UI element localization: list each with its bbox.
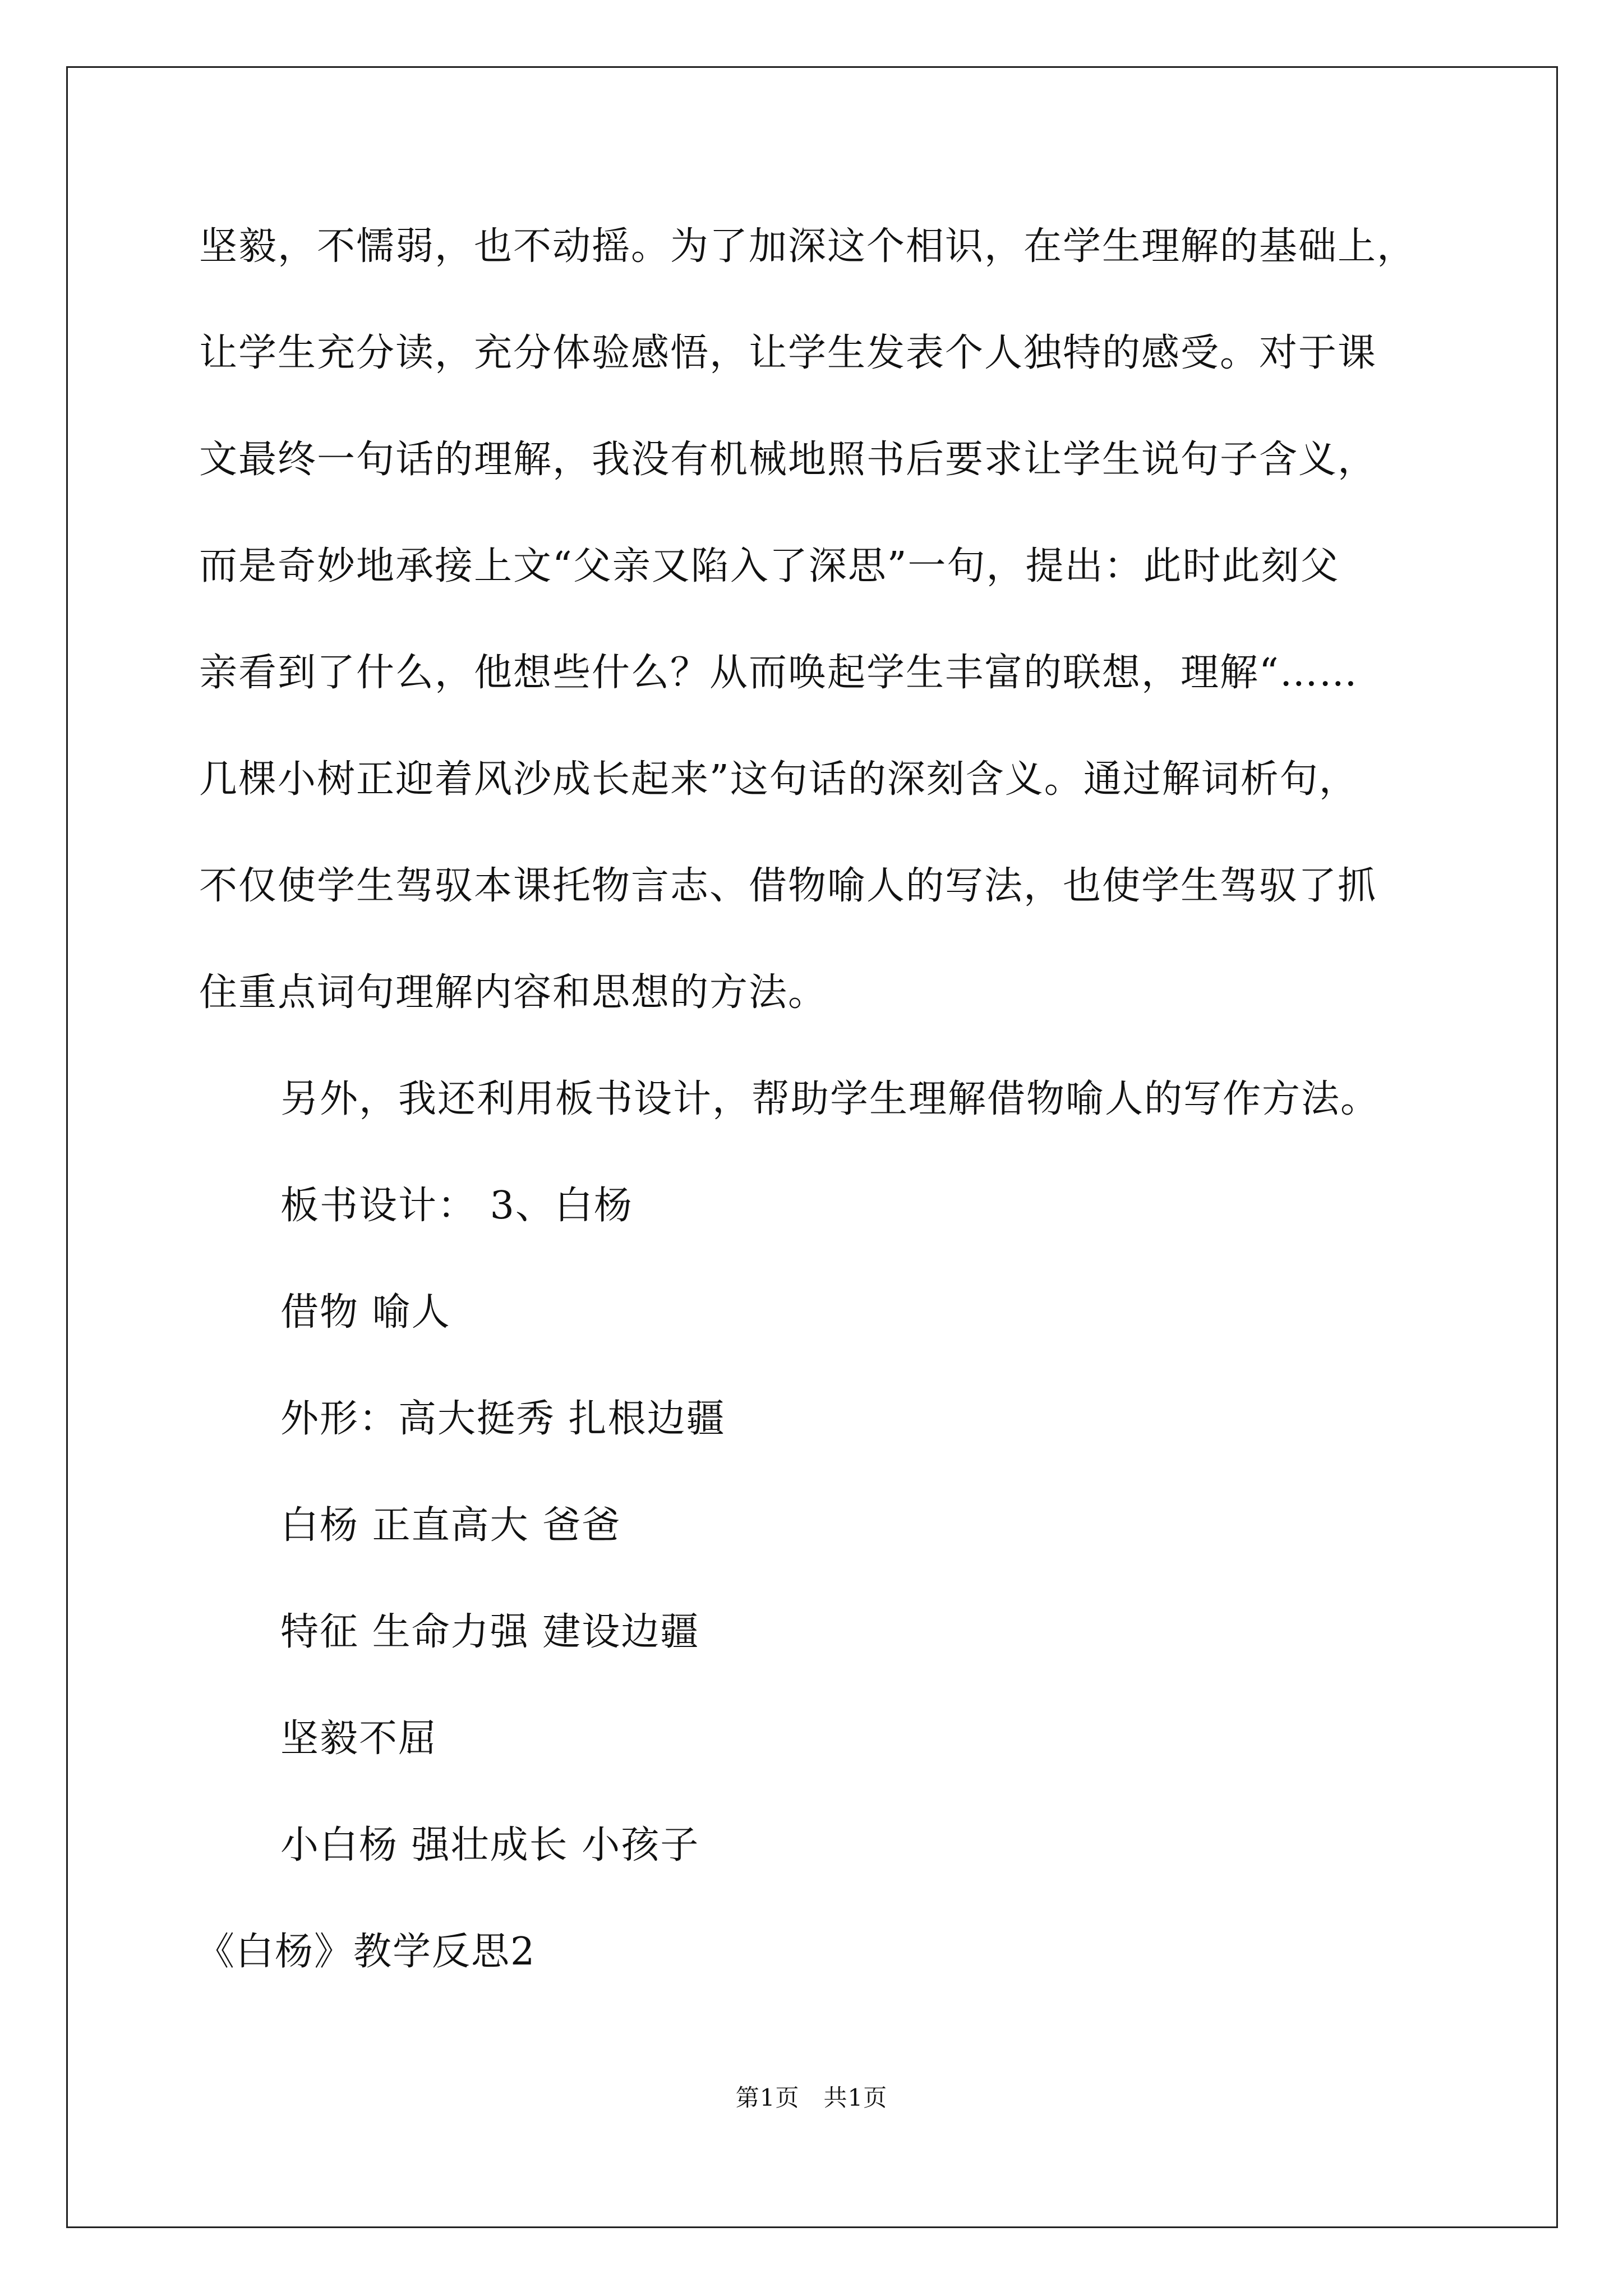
paragraph2: 另外，我还利用板书设计，帮助学生理解借物喻人的写作方法。 [280,1077,1380,1121]
paragraph1-line-3: 文最终一句话的理解，我没有机械地照书后要求让学生说句子含义， [199,438,1377,482]
section-heading: 《白杨》教学反思2 [196,1930,536,1974]
board-row-1: 借物 喻人 [280,1290,451,1335]
board-row-2: 外形：高大挺秀 扎根边疆 [280,1397,726,1441]
paragraph1-line-5: 亲看到了什么，他想些什么？从而唤起学生丰富的联想，理解“…… [199,651,1358,695]
paragraph1-line-8: 住重点词句理解内容和思想的方法。 [199,970,828,1015]
page-footer: 第1页 共1页 [735,2084,888,2111]
board-row-4: 特征 生命力强 建设边疆 [280,1610,700,1654]
paragraph1-line-2: 让学生充分读，充分体验感悟，让学生发表个人独特的感受。对于课 [199,331,1377,375]
page-border [66,66,1558,2228]
board-title: 板书设计： 3、白杨 [280,1184,633,1228]
paragraph1-line-4: 而是奇妙地承接上文“父亲又陷入了深思”一句，提出：此时此刻父 [199,544,1340,588]
board-row-3: 白杨 正直高大 爸爸 [280,1503,621,1548]
paragraph1-line-7: 不仅使学生驾驭本课托物言志、借物喻人的写法，也使学生驾驭了抓 [199,864,1377,908]
paragraph1-line-1: 坚毅，不懦弱，也不动摇。为了加深这个相识，在学生理解的基础上， [199,224,1417,269]
board-row-6: 小白杨 强壮成长 小孩子 [280,1823,700,1867]
paragraph1-line-6: 几棵小树正迎着风沙成长起来”这句话的深刻含义。通过解词析句， [199,757,1358,802]
board-row-5: 坚毅不屈 [280,1717,438,1761]
